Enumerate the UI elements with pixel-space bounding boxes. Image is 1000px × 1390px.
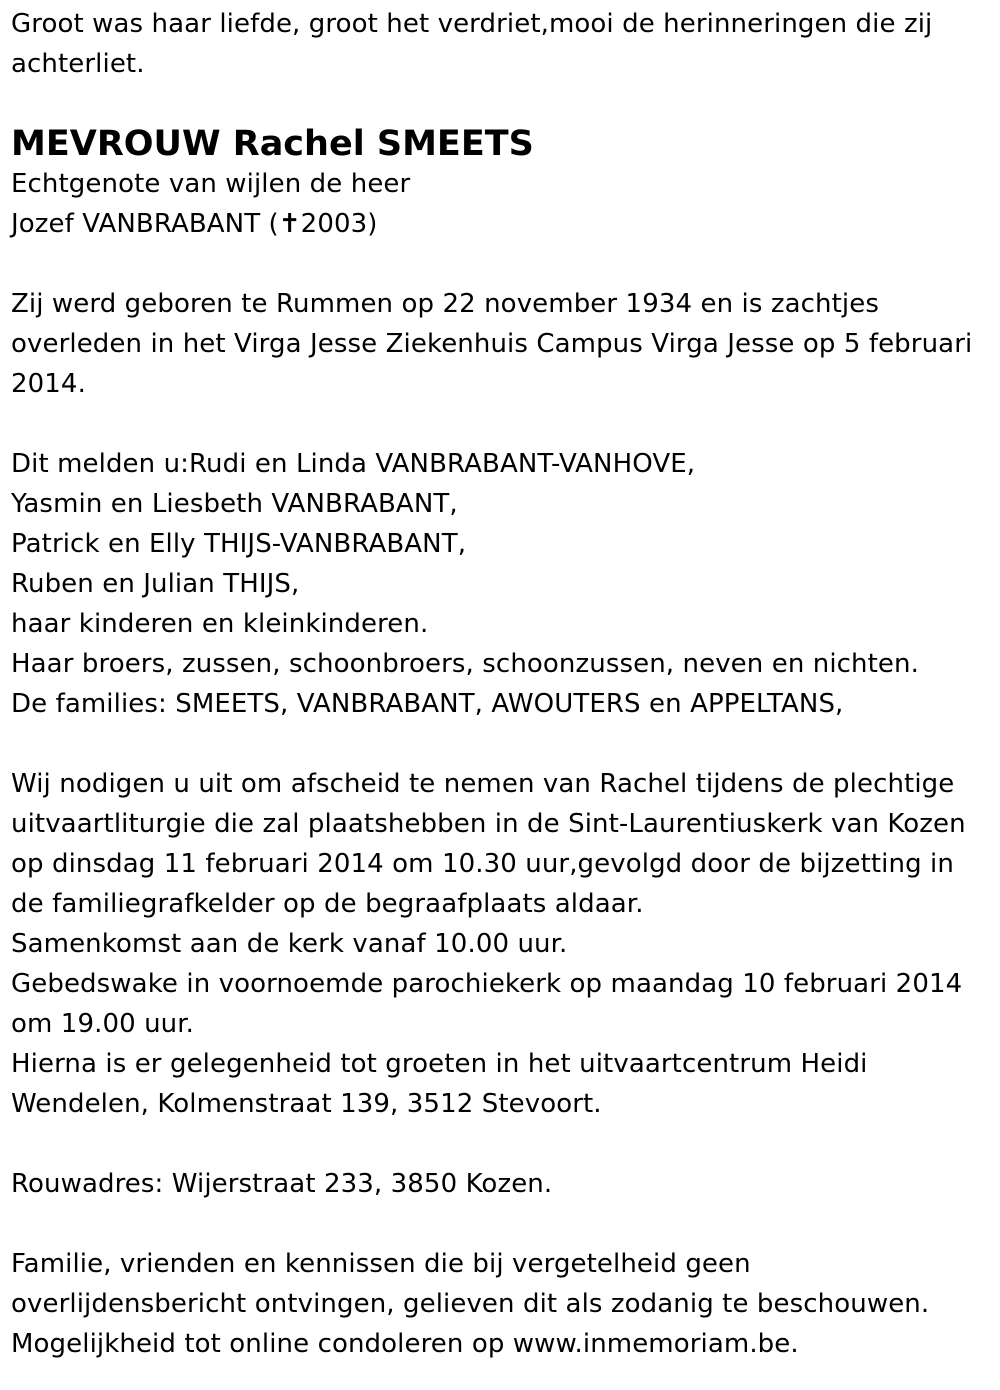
ceremony-line: Wendelen, Kolmenstraat 139, 3512 Stevoort.	[11, 1089, 602, 1119]
ceremony-line: Wij nodigen u uit om afscheid te nemen van Rachel tijdens de plechtige	[11, 769, 955, 799]
family-line: Ruben en Julian THIJS,	[11, 569, 300, 599]
spacer	[11, 244, 991, 284]
ceremony-line: de familiegrafkelder op de begraafplaats aldaar.	[11, 889, 644, 919]
intro-quote	[11, 4, 991, 84]
mourning-address: Rouwadres: Wijerstraat 233, 3850 Kozen.	[11, 1169, 553, 1199]
paragraph-line: 2014.	[11, 369, 86, 399]
closing-note	[11, 1244, 991, 1364]
ceremony-line: Samenkomst aan de kerk vanaf 10.00 uur.	[11, 929, 568, 959]
ceremony-line: Gebedswake in voornoemde parochiekerk op maandag 10 februari 2014	[11, 969, 963, 999]
spouse-line: Jozef VANBRABANT (✝2003)	[11, 209, 378, 239]
spouse-line: Echtgenote van wijlen de heer	[11, 169, 411, 199]
deceased-name: MEVROUW Rachel SMEETS	[11, 124, 534, 164]
ceremony-line: op dinsdag 11 februari 2014 om 10.30 uur,gevolgd door de bijzetting in	[11, 849, 954, 879]
closing-line: overlijdensbericht ontvingen, gelieven dit als zodanig te beschouwen.	[11, 1289, 930, 1319]
intro-line: Groot was haar liefde, groot het verdriet,mooi de herinneringen die zij	[11, 9, 933, 39]
family-announcement	[11, 444, 991, 724]
ceremony-details	[11, 764, 991, 1124]
family-line: De families: SMEETS, VANBRABANT, AWOUTERS en APPELTANS,	[11, 689, 844, 719]
spacer	[11, 1204, 991, 1244]
paragraph-line: Zij werd geboren te Rummen op 22 november 1934 en is zachtjes	[11, 289, 879, 319]
birth-death-paragraph	[11, 284, 991, 404]
family-line: haar kinderen en kleinkinderen.	[11, 609, 429, 639]
paragraph-line: overleden in het Virga Jesse Ziekenhuis Campus Virga Jesse op 5 februari	[11, 329, 973, 359]
family-line: Dit melden u:Rudi en Linda VANBRABANT-VANHOVE,	[11, 449, 696, 479]
obituary-notice	[11, 4, 991, 1364]
ceremony-line: uitvaartliturgie die zal plaatshebben in de Sint-Laurentiuskerk van Kozen	[11, 809, 966, 839]
spacer	[11, 1124, 991, 1164]
spacer	[11, 404, 991, 444]
family-line: Haar broers, zussen, schoonbroers, schoonzussen, neven en nichten.	[11, 649, 919, 679]
closing-line: Mogelijkheid tot online condoleren op www.inmemoriam.be.	[11, 1329, 799, 1359]
spouse-info	[11, 164, 991, 244]
intro-line: achterliet.	[11, 49, 145, 79]
closing-line: Familie, vrienden en kennissen die bij vergetelheid geen	[11, 1249, 751, 1279]
ceremony-line: Hierna is er gelegenheid tot groeten in het uitvaartcentrum Heidi	[11, 1049, 868, 1079]
family-line: Yasmin en Liesbeth VANBRABANT,	[11, 489, 458, 519]
family-line: Patrick en Elly THIJS-VANBRABANT,	[11, 529, 467, 559]
spacer	[11, 724, 991, 764]
ceremony-line: om 19.00 uur.	[11, 1009, 195, 1039]
